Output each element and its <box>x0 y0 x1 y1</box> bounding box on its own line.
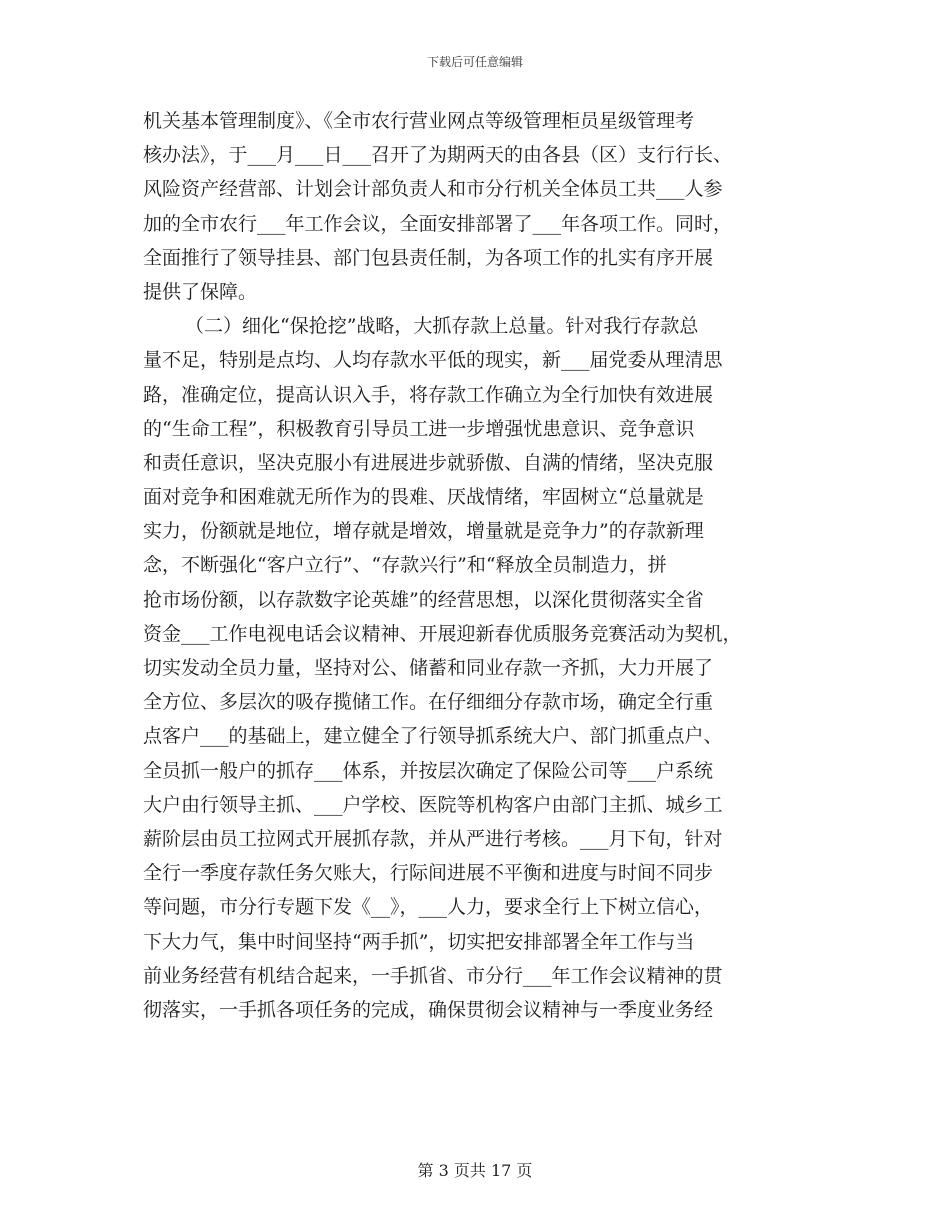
text-line: 全员抓一般户的抓存___体系，并按层次确定了保险公司等___户系统 <box>143 759 714 782</box>
text-line: 实力，份额就是地位，增存就是增效，增量就是竞争力”的存款新理 <box>143 520 704 543</box>
text-line: 的“生命工程”，积极教育引导员工进一步增强忧患意识、竞争意识 <box>143 417 695 440</box>
text-line: 念，不断强化“客户立行”、“存款兴行”和“释放全员制造力，拼 <box>143 554 667 577</box>
text-line: 风险资产经营部、计划会计部负责人和市分行机关全体员工共___人参 <box>143 178 723 201</box>
text-line: 路，准确定位，提高认识入手，将存款工作确立为全行加快有效进展 <box>143 383 714 406</box>
text-line: 全方位、多层次的吸存揽储工作。在仔细细分存款市场，确定全行重 <box>143 691 714 714</box>
text-line: 全行一季度存款任务欠账大，行际间进展不平衡和进度与时间不同步 <box>143 862 714 885</box>
text-line: 抢市场份额，以存款数字论英雄”的经营思想，以深化贯彻落实全省 <box>143 588 704 611</box>
text-line: 和责任意识，坚决克服小有进展进步就骄傲、自满的情绪，坚决克服 <box>143 451 714 474</box>
text-line: 面对竞争和困难就无所作为的畏难、厌战情绪，牢固树立“总量就是 <box>143 486 704 509</box>
text-line: 核办法》，于___月___日___召开了为期两天的由各县（区）支行行长、 <box>143 144 733 167</box>
text-line: 切实发动全员力量，坚持对公、储蓄和同业存款一齐抓，大力开展了 <box>143 657 714 679</box>
paragraph-start-line: （二）细化“保抢挖”战略，大抓存款上总量。针对我行存款总 <box>185 315 699 338</box>
text-line: 资金___工作电视电话会议精神、开展迎新春优质服务竞赛活动为契机， <box>143 622 742 645</box>
text-line: 机关基本管理制度》、《全市农行营业网点等级管理柜员星级管理考 <box>143 110 695 132</box>
page-number: 第 3 页共 17 页 <box>417 1161 533 1180</box>
header-note: 下载后可任意编辑 <box>426 55 523 69</box>
document-body <box>143 104 815 1027</box>
text-line: 大户由行领导主抓、___户学校、医院等机构客户由部门主抓、城乡工 <box>143 793 723 816</box>
text-line: 全面推行了领导挂县、部门包县责任制，为各项工作的扎实有序开展 <box>143 246 714 269</box>
text-line: 加的全市农行___年工作会议，全面安排部署了___年各项工作。同时， <box>143 212 733 235</box>
text-line: 薪阶层由员工拉网式开展抓存款，并从严进行考核。___月下旬，针对 <box>143 827 723 850</box>
text-line: 量不足，特别是点均、人均存款水平低的现实，新___届党委从理清思 <box>143 349 723 372</box>
text-line: 点客户___的基础上，建立健全了行领导抓系统大户、部门抓重点户、 <box>143 725 723 748</box>
text-line: 等问题，市分行专题下发《__》，___人力，要求全行上下树立信心， <box>143 896 714 919</box>
text-line: 提供了保障。 <box>143 280 258 303</box>
text-line: 前业务经营有机结合起来，一手抓省、市分行___年工作会议精神的贯 <box>143 964 723 987</box>
text-line: 下大力气，集中时间坚持“两手抓”，切实把安排部署全年工作与当 <box>143 930 695 953</box>
text-line: 彻落实，一手抓各项任务的完成，确保贯彻会议精神与一季度业务经 <box>143 998 714 1021</box>
